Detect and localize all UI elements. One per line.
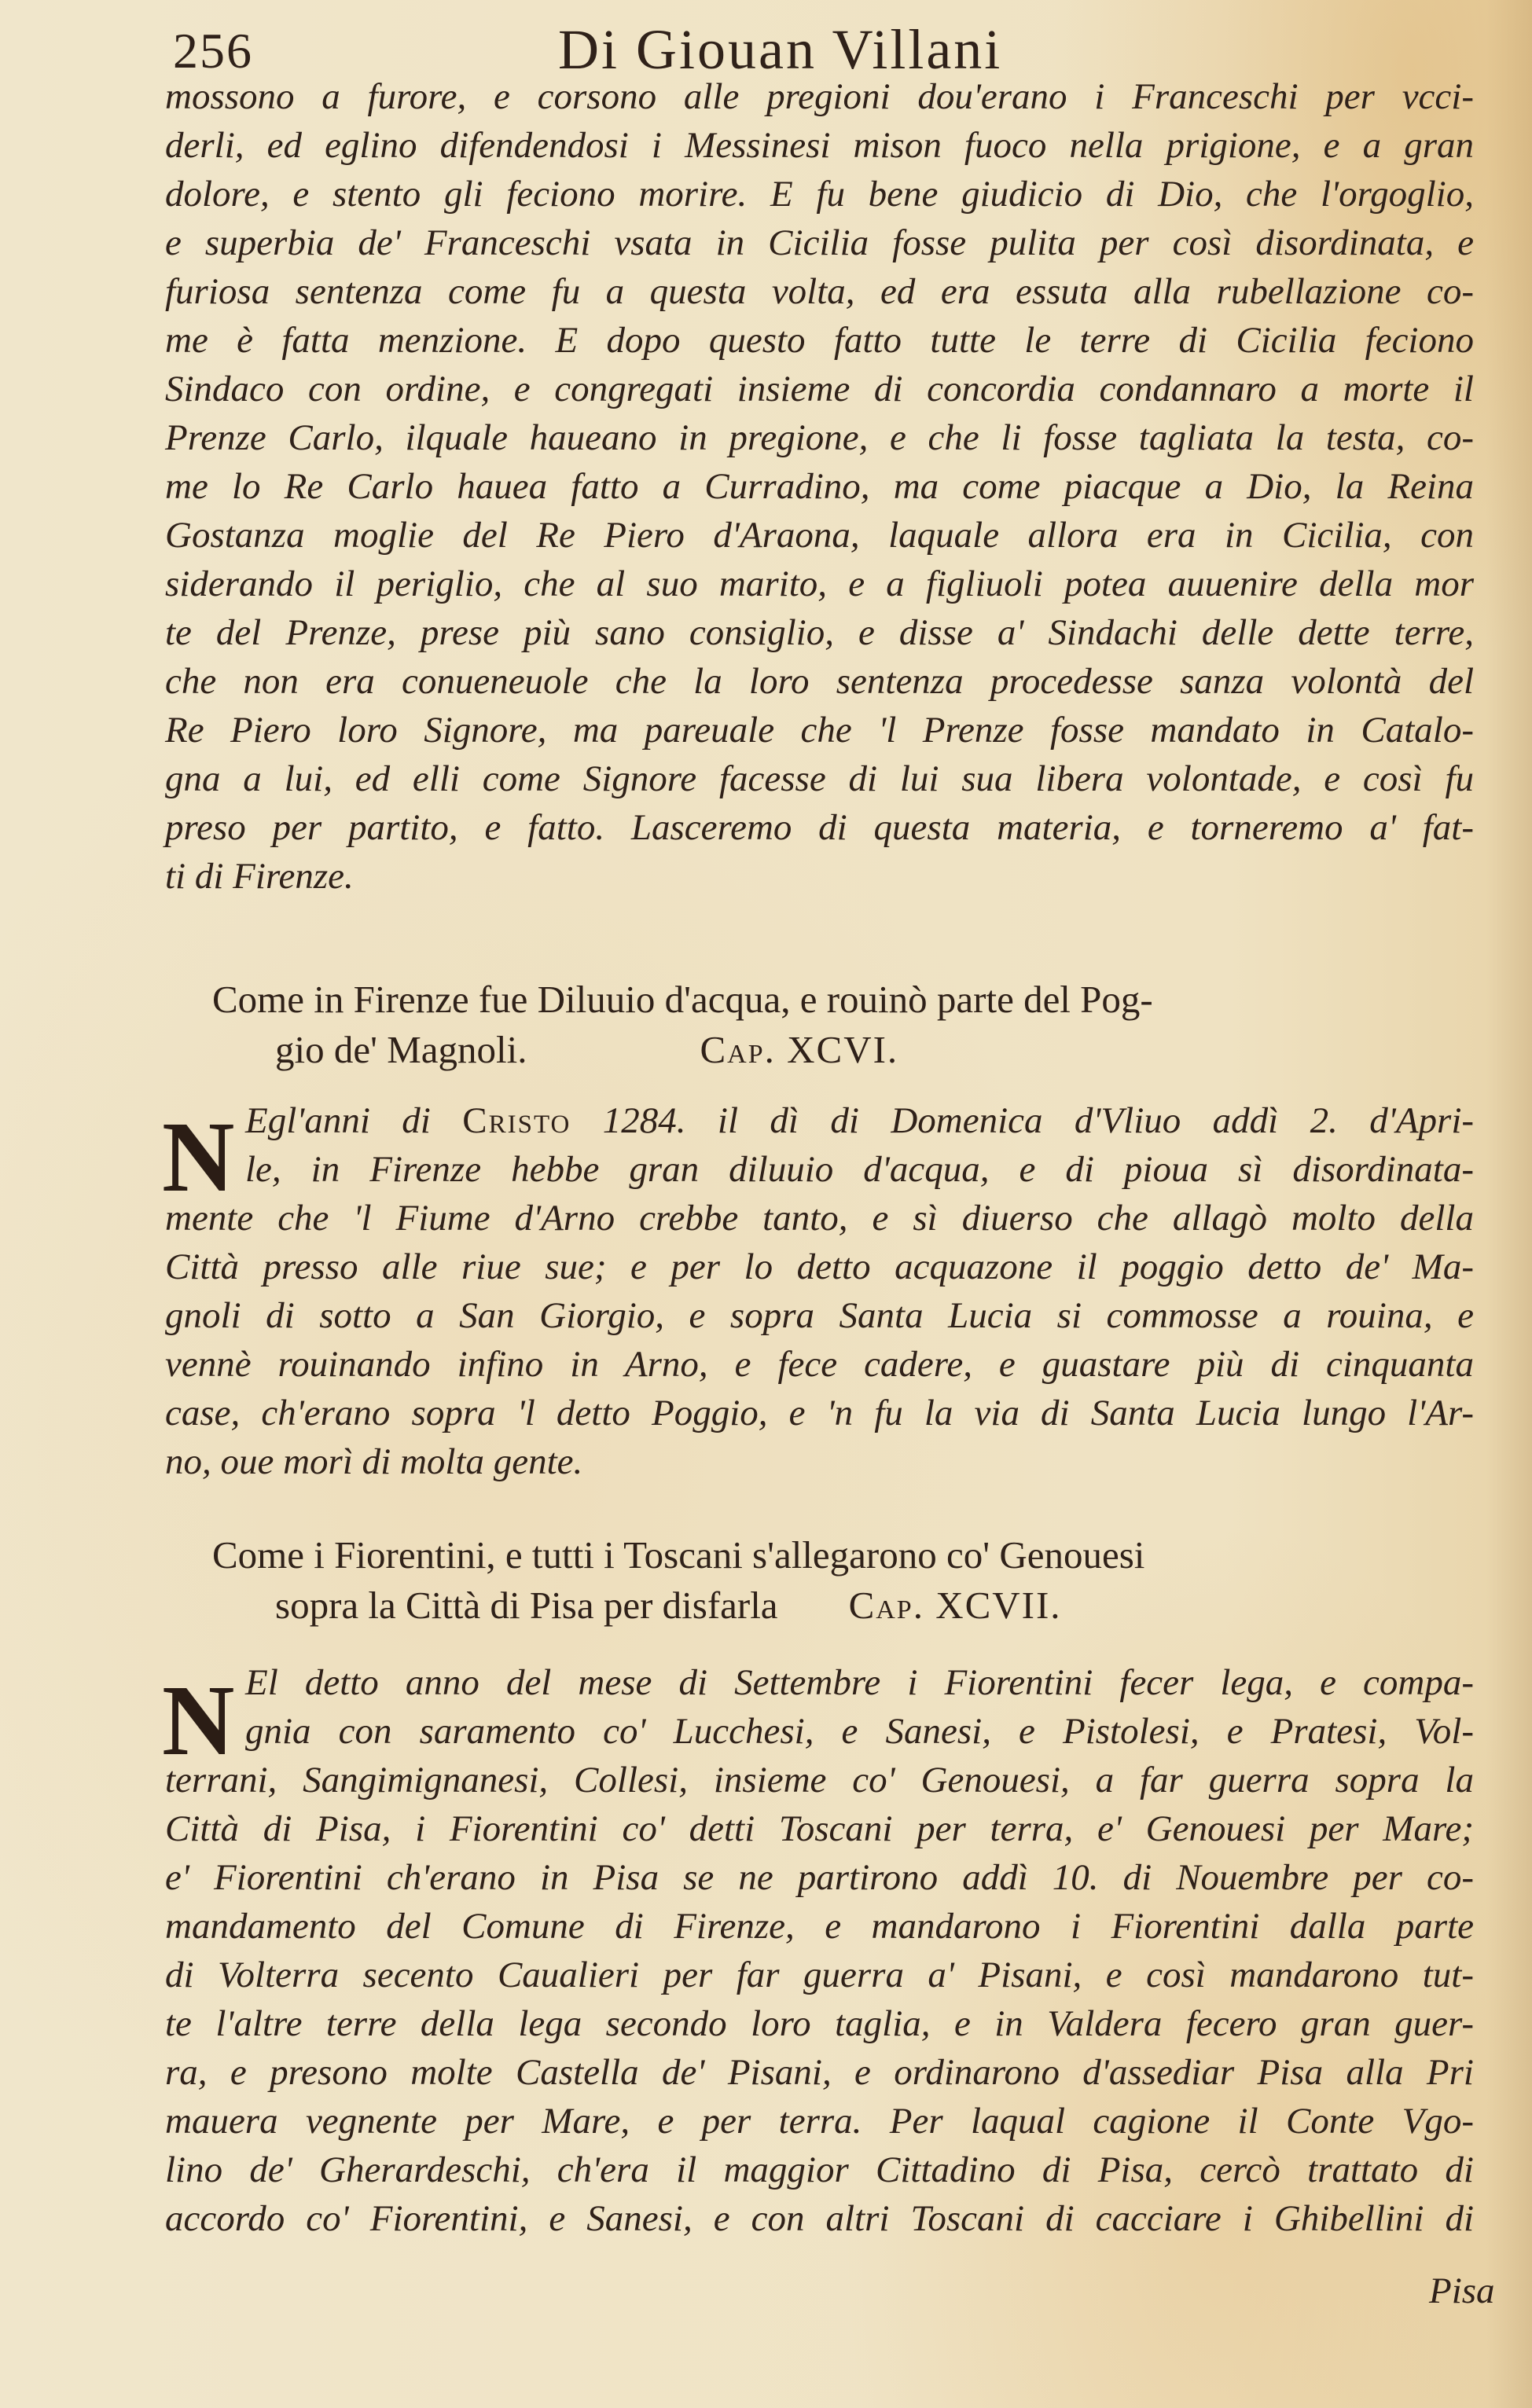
chapter-97-text (165, 1658, 1474, 2243)
text-line: no, oue morì di molta gente. (165, 1441, 583, 1482)
text-line: e superbia de' Franceschi vsata in Cicilia fosse pulita per così disordinata, e (165, 222, 1474, 263)
text-line (165, 1096, 1474, 1145)
text-line: gna a lui, ed elli come Signore facesse di lui sua libera volontade, e così fu (165, 758, 1474, 799)
text-line: furiosa sentenza come fu a questa volta, ed era essuta alla rubellazione co- (165, 271, 1474, 312)
text-line: accordo co' Fiorentini, e Sanesi, e con altri Toscani di cacciare i Ghibellini di (165, 2198, 1474, 2239)
page-title: Di Giouan Villani (558, 18, 1003, 81)
drop-cap: N (162, 1665, 235, 1776)
text-line: gnia con saramento co' Lucchesi, e Sanesi, e Pistolesi, e Pratesi, Vol- (245, 1711, 1474, 1752)
text-line: te del Prenze, prese più sano consiglio, e disse a' Sindachi delle dette terre, (165, 612, 1474, 653)
chapter-number: Cap. XCVI. (700, 1028, 899, 1071)
text-line: Città presso alle riue sue; e per lo detto acquazone il poggio detto de' Ma- (165, 1246, 1474, 1287)
text-line: di Volterra secento Caualieri per far guerra a' Pisani, e così mandarono tut- (165, 1955, 1474, 1995)
text-line: me lo Re Carlo hauea fatto a Curradino, ma come piacque a Dio, la Reina (165, 466, 1474, 507)
heading-line (212, 1580, 1462, 1631)
text-line: lino de' Gherardeschi, ch'era il maggior Cittadino di Pisa, cercò trattato di (165, 2149, 1474, 2190)
text-line: ti di Firenze. (165, 856, 354, 897)
text-line: le, in Firenze hebbe gran diluuio d'acqua, e di pioua sì disordinata- (245, 1149, 1474, 1190)
text-line: me è fatta menzione. E dopo questo fatto tutte le terre di Cicilia feciono (165, 320, 1474, 361)
chapter-96-text (165, 1096, 1474, 1486)
heading-text: sopra la Città di Pisa per disfarla (275, 1584, 778, 1627)
small-caps-word: Cristo (462, 1100, 571, 1141)
text-line: terrani, Sangimignanesi, Collesi, insieme co' Genouesi, a far guerra sopra la (165, 1760, 1474, 1800)
text-line: vennè rouinando infino in Arno, e fece cadere, e guastare più di cinquanta (165, 1344, 1474, 1385)
text-line: case, ch'erano sopra 'l detto Poggio, e 'n fu la via di Santa Lucia lungo l'Ar- (165, 1393, 1474, 1433)
text-line: mente che 'l Fiume d'Arno crebbe tanto, e sì diuerso che allagò molto della (165, 1198, 1474, 1239)
chapter-97-heading (212, 1530, 1462, 1631)
section-continuation (165, 72, 1474, 901)
heading-line: Come i Fiorentini, e tutti i Toscani s'allegarono co' Genouesi (212, 1533, 1145, 1577)
heading-text: gio de' Magnoli. (275, 1028, 527, 1071)
heading-line: Come in Firenze fue Diluuio d'acqua, e rouinò parte del Pog- (212, 978, 1153, 1021)
text-line: che non era conueneuole che la loro sentenza procedesse sanza volontà del (165, 661, 1474, 702)
text-line: siderando il periglio, che al suo marito, e a figliuoli potea auuenire della mor (165, 563, 1474, 604)
text-line: Re Piero loro Signore, ma pareuale che 'l Prenze fosse mandato in Catalo- (165, 710, 1474, 751)
text-line: Sindaco con ordine, e congregati insieme di concordia condannaro a morte il (165, 369, 1474, 409)
text-line: gnoli di sotto a San Giorgio, e sopra Santa Lucia si commosse a rouina, e (165, 1295, 1474, 1336)
text-line: Gostanza moglie del Re Piero d'Araona, laquale allora era in Cicilia, con (165, 515, 1474, 556)
text-line: Città di Pisa, i Fiorentini co' detti Toscani per terra, e' Genouesi per Mare; (165, 1808, 1474, 1849)
heading-line (212, 1025, 1462, 1075)
text-line: derli, ed eglino difendendosi i Messinesi mison fuoco nella prigione, e a gran (165, 125, 1474, 166)
page-number: 256 (173, 23, 253, 79)
text-line: preso per partito, e fatto. Lasceremo di questa materia, e torneremo a' fat- (165, 807, 1474, 848)
chapter-number: Cap. XCVII. (848, 1584, 1062, 1627)
text-line: mossono a furore, e corsono alle pregioni dou'erano i Franceschi per vcci- (165, 76, 1474, 117)
drop-cap: N (162, 1101, 235, 1213)
text-line: Prenze Carlo, ilquale haueano in pregione, e che li fosse tagliata la testa, co- (165, 417, 1474, 458)
text-run: 1284. il dì di Domenica d'Vliuo addì 2. d'Apri- (602, 1100, 1475, 1141)
text-line: El detto anno del mese di Settembre i Fiorentini fecer lega, e compa- (245, 1662, 1474, 1703)
catchword: Pisa (1429, 2270, 1495, 2311)
text-line: ra, e presono molte Castella de' Pisani, e ordinarono d'assediar Pisa alla Pri (165, 2052, 1474, 2093)
text-line: mauera vegnente per Mare, e per terra. Per laqual cagione il Conte Vgo- (165, 2101, 1474, 2142)
text-line: te l'altre terre della lega secondo loro taglia, e in Valdera fecero gran guer- (165, 2003, 1474, 2044)
chapter-96-heading (212, 975, 1462, 1075)
text-line: mandamento del Comune di Firenze, e mandarono i Fiorentini dalla parte (165, 1906, 1474, 1947)
text-line: dolore, e stento gli feciono morire. E fu bene giudicio di Dio, che l'orgoglio, (165, 174, 1474, 215)
text-line: e' Fiorentini ch'erano in Pisa se ne partirono addì 10. di Nouembre per co- (165, 1857, 1474, 1898)
text-run: Egl'anni di (245, 1100, 431, 1141)
